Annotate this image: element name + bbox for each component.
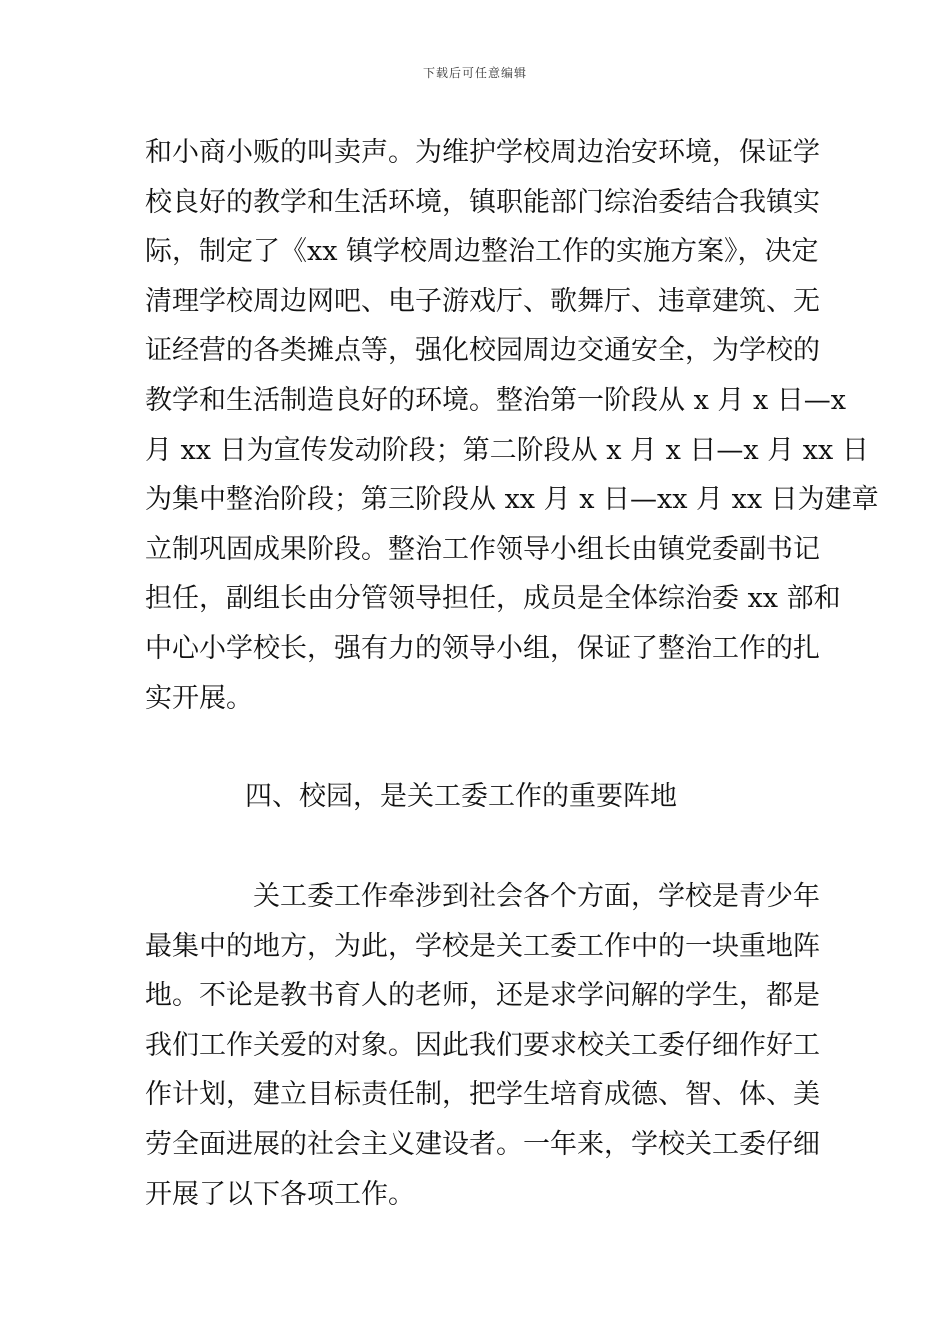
section-heading: 四、校园，是关工委工作的重要阵地 [245, 781, 677, 812]
paragraph-2-line: 最集中的地方，为此，学校是关工委工作中的一块重地阵 [145, 930, 820, 962]
paragraph-2-line: 我们工作关爱的对象。因此我们要求校关工委仔细作好工 [145, 1029, 820, 1061]
paragraph-1-line: 为集中整治阶段；第三阶段从 xx 月 x 日—xx 月 xx 日为建章 [145, 484, 879, 516]
paragraph-1 [145, 128, 879, 723]
paragraph-2-line: 地。不论是教书育人的老师，还是求学问解的学生，都是 [145, 980, 820, 1012]
paragraph-1-line: 际，制定了《xx 镇学校周边整治工作的实施方案》，决定 [145, 236, 819, 268]
paragraph-1-line: 月 xx 日为宣传发动阶段；第二阶段从 x 月 x 日—x 月 xx 日 [145, 434, 869, 466]
paragraph-1-line: 中心小学校长，强有力的领导小组，保证了整治工作的扎 [145, 632, 820, 664]
paragraph-1-line: 教学和生活制造良好的环境。整治第一阶段从 x 月 x 日—x [145, 384, 847, 416]
paragraph-2-line: 关工委工作牵涉到社会各个方面，学校是青少年 [253, 881, 820, 912]
paragraph-1-line: 实开展。 [145, 682, 253, 714]
paragraph-2-line: 开展了以下各项工作。 [145, 1178, 415, 1210]
paragraph-2-line: 作计划，建立目标责任制，把学生培育成德、智、体、美 [145, 1079, 820, 1111]
paragraph-1-line: 清理学校周边网吧、电子游戏厅、歌舞厅、违章建筑、无 [145, 285, 820, 317]
page-header: 下载后可任意编辑 [422, 66, 527, 80]
paragraph-2-line: 劳全面进展的社会主义建设者。一年来，学校关工委仔细 [145, 1128, 820, 1160]
paragraph-2 [145, 872, 820, 1219]
paragraph-1-line: 证经营的各类摊点等，强化校园周边交通安全，为学校的 [145, 335, 820, 367]
paragraph-1-line: 和小商小贩的叫卖声。为维护学校周边治安环境，保证学 [145, 137, 820, 168]
paragraph-1-line: 担任，副组长由分管领导担任，成员是全体综治委 xx 部和 [145, 583, 841, 615]
paragraph-1-line: 立制巩固成果阶段。整治工作领导小组长由镇党委副书记 [145, 533, 820, 565]
paragraph-1-line: 校良好的教学和生活环境，镇职能部门综治委结合我镇实 [145, 186, 820, 218]
